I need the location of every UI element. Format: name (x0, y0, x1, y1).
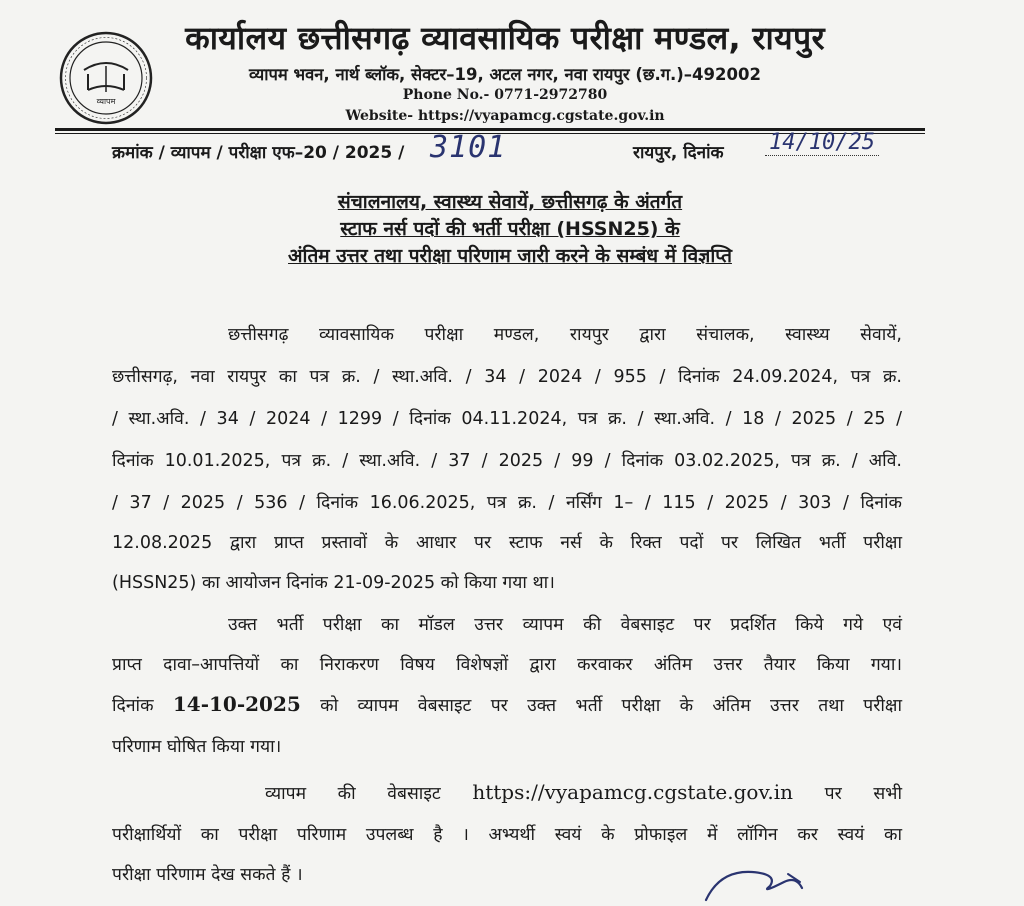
para1-line-5: / 37 / 2025 / 536 / दिनांक 16.06.2025, पत्र क्र. / नर्सिंग 1– / 115 / 2025 / 303 / दिनांक (112, 493, 902, 513)
vyapam-logo-icon (58, 30, 154, 126)
website-link[interactable]: https://vyapamcg.cgstate.gov.in (472, 780, 794, 804)
reference-date-handwritten: 14/10/25 (765, 130, 879, 156)
para1-line-7: (HSSN25) का आयोजन दिनांक 21-09-2025 को किया गया था। (112, 573, 555, 593)
subject-line-1: संचालनालय, स्वास्थ्य सेवायें, छत्तीसगढ़ के अंतर्गत (337, 191, 683, 213)
para1-line-2: छत्तीसगढ़, नवा रायपुर का पत्र क्र. / स्था.अवि. / 34 / 2024 / 955 / दिनांक 24.09.2024, पत्र क्र. (112, 367, 902, 387)
reference-date-label: रायपुर, दिनांक (633, 143, 724, 163)
reference-number-handwritten: 3101 (430, 130, 507, 165)
subject-line-2: स्टाफ नर्स पदों की भर्ती परीक्षा (HSSN25) के (340, 218, 680, 240)
subject-line-3: अंतिम उत्तर तथा परीक्षा परिणाम जारी करने के सम्बंध में विज्ञप्ति (288, 245, 732, 267)
para1-line-1: छत्तीसगढ़ व्यावसायिक परीक्षा मण्डल, रायपुर द्वारा संचालक, स्वास्थ्य सेवायें, (228, 325, 902, 345)
office-title: कार्यालय छत्तीसगढ़ व्यावसायिक परीक्षा मण्डल, रायपुर (185, 19, 825, 57)
svg-text:व्यापम: व्यापम (96, 97, 116, 106)
para2-line-4: परिणाम घोषित किया गया। (112, 737, 282, 757)
result-date: 14-10-2025 (172, 692, 301, 716)
office-phone: Phone No.- 0771-2972780 (402, 87, 608, 103)
office-address: व्यापम भवन, नार्थ ब्लॉक, सेक्टर–19, अटल नगर, नवा रायपुर (छ.ग.)–492002 (249, 65, 761, 84)
para3-line-1 (265, 780, 902, 805)
para1-line-3: / स्था.अवि. / 34 / 2024 / 1299 / दिनांक 04.11.2024, पत्र क्र. / स्था.अवि. / 18 / 2025 / 25 / (112, 409, 902, 429)
para2-date-suffix: को व्यापम वेबसाइट पर उक्त भर्ती परीक्षा के अंतिम उत्तर तथा परीक्षा (320, 696, 902, 716)
para3-line-3: परीक्षा परिणाम देख सकते हैं । (112, 865, 303, 885)
para1-line-4: दिनांक 10.01.2025, पत्र क्र. / स्था.अवि. / 37 / 2025 / 99 / दिनांक 03.02.2025, पत्र क्र. / अवि. (112, 451, 902, 471)
para3-prefix: व्यापम की वेबसाइट (265, 784, 441, 804)
para2-line-1: उक्त भर्ती परीक्षा का मॉडल उत्तर व्यापम की वेबसाइट पर प्रदर्शित किये गये एवं (228, 615, 902, 635)
para1-line-6: 12.08.2025 द्वारा प्राप्त प्रस्तावों के आधार पर स्टाफ नर्स के रिक्त पदों पर लिखित भर्ती परीक्षा (112, 533, 902, 553)
para3-suffix: पर सभी (824, 784, 902, 804)
para2-line-2: प्राप्त दावा–आपत्तियों का निराकरण विषय विशेषज्ञों द्वारा करवाकर अंतिम उत्तर तैयार किया गया। (112, 655, 902, 675)
reference-number-label: क्रमांक / व्यापम / परीक्षा एफ–20 / 2025 / (112, 143, 405, 163)
para3-line-2: परीक्षार्थियों का परीक्षा परिणाम उपलब्ध है । अभ्यर्थी स्वयं के प्रोफाइल में लॉगिन कर स्वयं का (112, 825, 902, 845)
para2-date-prefix: दिनांक (112, 696, 154, 716)
para2-line-3 (112, 692, 902, 717)
office-website: Website- https://vyapamcg.cgstate.gov.in (345, 108, 665, 124)
signature-icon (700, 860, 820, 906)
